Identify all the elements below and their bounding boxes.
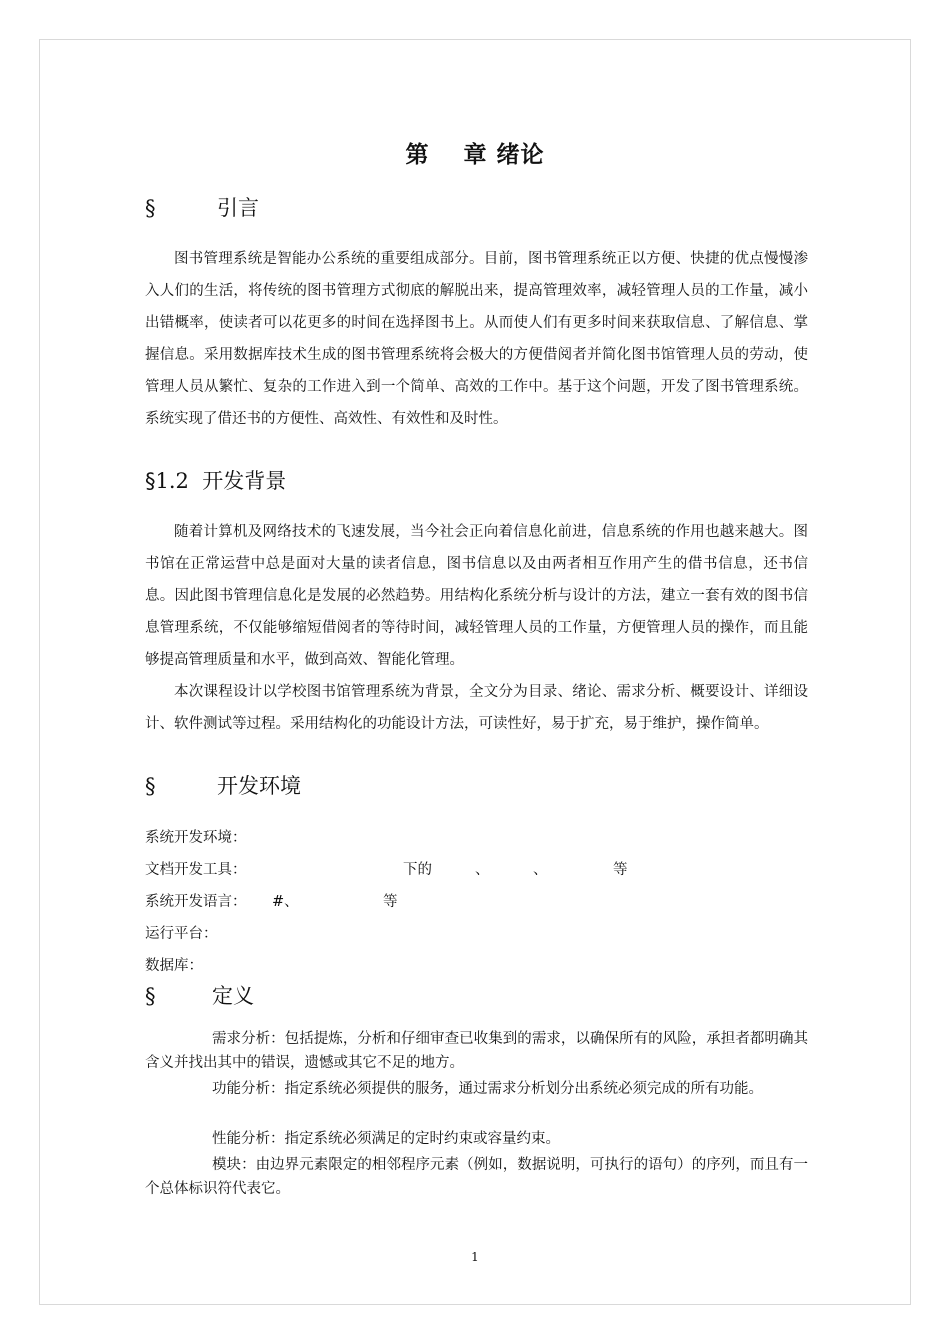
doc-tools-sep-2: 、 — [533, 862, 548, 878]
section-heading-definitions — [145, 981, 254, 1011]
section-mark: § — [145, 196, 156, 220]
doc-tools-label: 文档开发工具： — [145, 862, 247, 878]
section-title: 定义 — [212, 984, 254, 1008]
database-label: 数据库： — [145, 958, 203, 974]
chapter-suffix: 章 绪论 — [463, 142, 545, 168]
section-mark: § — [145, 774, 156, 798]
lang-etc: 等 — [383, 894, 398, 910]
section-number: 1.2 — [155, 469, 189, 493]
definition-requirements: 需求分析：包括提炼，分析和仔细审查已收集到的需求，以确保所有的风险，承担者都明确其含义并找出其中的错误，遗憾或其它不足的地方。 — [145, 1031, 808, 1071]
section-mark: § — [145, 469, 156, 493]
section-title: 开发背景 — [202, 469, 287, 493]
doc-tools-under: 下的 — [403, 862, 432, 878]
lang-value: #、 — [272, 894, 299, 910]
section-title: 引言 — [217, 196, 259, 220]
section-mark: § — [145, 984, 156, 1008]
background-paragraph-2: 本次课程设计以学校图书馆管理系统为背景，全文分为目录、绪论、需求分析、概要设计、详细设计、软件测试等过程。采用结构化的功能设计方法，可读性好，易于扩充，易于维护，操作简单。 — [145, 684, 808, 732]
background-paragraph-1: 随着计算机及网络技术的飞速发展，当今社会正向着信息化前进，信息系统的作用也越来越大。图书馆在正常运营中总是面对大量的读者信息，图书信息以及由两者相互作用产生的借书信息，还书信息。因此图书管理信息化是发展的必然趋势。用结构化系统分析与设计的方法，建立一套有效的图书信息管理系统，不仅能够缩短借阅者的等待时间，减轻管理人员的工作量，方便管理人员的操作，而且能够提高管理质量和水平，做到高效、智能化管理。 — [145, 524, 808, 668]
lang-label: 系统开发语言： — [145, 894, 247, 910]
intro-paragraph: 图书管理系统是智能办公系统的重要组成部分。目前，图书管理系统正以方便、快捷的优点慢慢渗入人们的生活，将传统的图书管理方式彻底的解脱出来，提高管理效率，减轻管理人员的工作量，减小出错概率，使读者可以花更多的时间在选择图书上。从而使人们有更多时间来获取信息、了解信息、掌握信息。采用数据库技术生成的图书管理系统将会极大的方便借阅者并简化图书馆管理人员的劳动，使管理人员从繁忙、复杂的工作进入到一个简单、高效的工作中。基于这个问题，开发了图书管理系统。系统实现了借还书的方便性、高效性、有效性和及时性。 — [145, 251, 808, 427]
platform-label: 运行平台： — [145, 926, 218, 942]
section-heading-background — [145, 466, 286, 496]
section-title: 开发环境 — [217, 774, 301, 798]
doc-tools-sep-1: 、 — [475, 862, 490, 878]
page-number: 1 — [471, 1250, 479, 1264]
chapter-prefix: 第 — [405, 142, 430, 168]
section-heading-environment — [145, 771, 301, 801]
definition-module: 模块：由边界元素限定的相邻程序元素（例如，数据说明，可执行的语句）的序列，而且有一个总体标识符代表它。 — [145, 1157, 808, 1197]
definition-performance: 性能分析：指定系统必须满足的定时约束或容量约束。 — [212, 1131, 560, 1147]
section-heading-intro — [145, 193, 259, 223]
chapter-title — [0, 136, 950, 169]
doc-tools-etc: 等 — [613, 862, 628, 878]
dev-env-label: 系统开发环境： — [145, 830, 247, 846]
definition-function: 功能分析：指定系统必须提供的服务，通过需求分析划分出系统必须完成的所有功能。 — [212, 1081, 763, 1097]
